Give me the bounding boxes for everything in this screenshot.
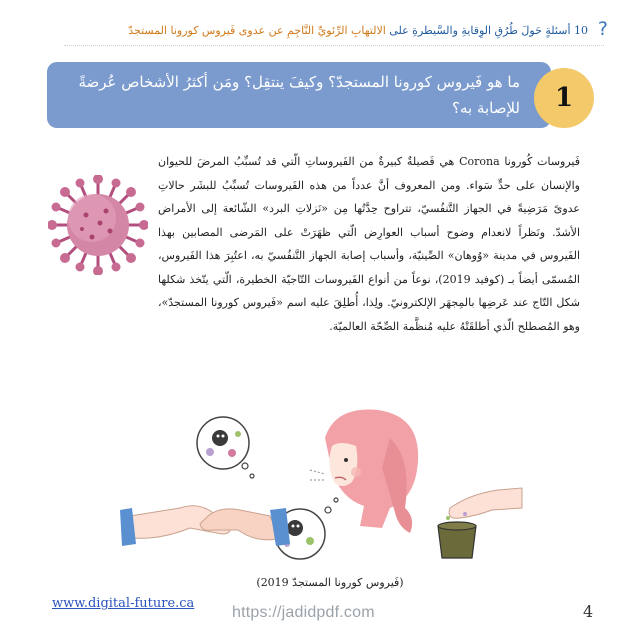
header-title-part1: 10 أسئلةٍ حَولَ طُرُقِ الوِقايةِ والسَّيطرةِ على [385, 24, 588, 37]
handshake-icon [120, 506, 290, 546]
page-header [70, 18, 608, 44]
illustration-caption: (فَيروس كورونا المستجدّ 2019) [256, 576, 404, 589]
header-divider [64, 45, 604, 46]
germ-bubble-icon [197, 417, 254, 478]
hand-with-cup-icon [438, 488, 522, 558]
virus-icon [48, 175, 148, 275]
page-number: 4 [583, 602, 594, 621]
header-title [128, 24, 588, 37]
illustration [120, 398, 525, 568]
question-mark-icon: ? [597, 18, 608, 40]
website-link[interactable]: www.digital-future.ca [52, 596, 195, 611]
body-paragraph: فَيروسات كُورونا Corona هي فَصيلةٌ كبيرةٌ من الفَيروساتِ الّتي قد تُسبِّبُ المرضَ للحيوان والإنسان على حدٍّ سَواء. ومن المعروف أنَّ عدداً من هذه الفَيروسات تُسبِّبُ للبشَر حالاتِ عدوىً مَرَضِيةً في الجهاز التَّنفُسيّ، تتراوح حِدَّتُها مِن «نَزلاتِ البرد» الشّائعة إلى الأمراض الأشدّ. ونَظراً لانعدام وضوح أسباب العوارِض الّتي ظهَرَتْ على المَرضى المصابين بهذا الفَيروس في مدينة «وُوهان» الصِّينيّة، وأسباب إصابة الجهاز التَّنفُسيّ به، اعتُبِرَ هذا الفَيروس، المُسمّى أيضاً بـ (كوفيد 2019)، نوعاً من أنواع الفَيروسات التّاجيّة الخطيرة، الّتي يتّخذ شكلها شكل التّاج عند عَرضِها بالمِجهَر الإلكترونيّ. ولِذا، أُطلِقَ عليه اسم «فَيروس كورونا المستجدّ»، وهو المُصطلح الّذي أطلقَتْهُ عليه مُنظَّمة الصِّحّة العالميّة. [158, 155, 580, 333]
watermark-url: https://jadidpdf.com [232, 604, 375, 621]
girl-sneezing-icon [310, 410, 418, 533]
question-number-badge: 1 [534, 68, 594, 128]
header-title-part2: الالتهابِ الرِّئويِّ النَّاجِمِ عن عدوى فَيروس كورونا المستجدّ [128, 24, 386, 37]
question-text: ما هو فَيروس كورونا المستجدّ؟ وكيفَ ينتقِل؟ ومَن أكثرُ الأشخاص عُرضةً للإصابة به؟ [78, 73, 520, 117]
